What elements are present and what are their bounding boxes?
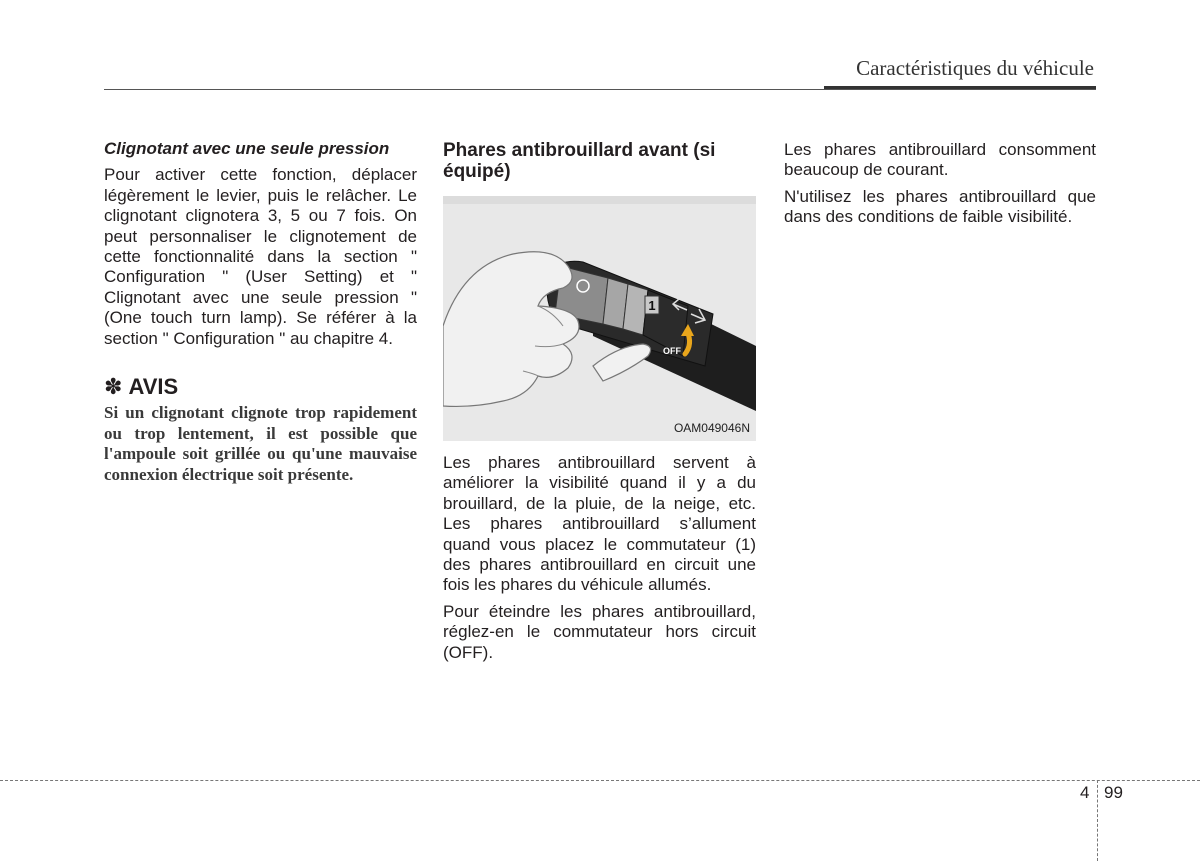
notice-heading xyxy=(104,374,417,400)
off-position-label: OFF xyxy=(663,346,681,356)
subheading-one-touch: Clignotant avec une seule pression xyxy=(104,139,390,158)
notice-star-icon: ✽ xyxy=(104,374,123,400)
chapter-number: 4 xyxy=(1080,783,1090,802)
figure-code: OAM049046N xyxy=(673,420,750,435)
fog-light-switch-illustration xyxy=(443,196,756,441)
footer-rule xyxy=(0,780,1200,781)
paragraph-one-touch: Pour activer cette fonction, déplacer légèrement le levier, puis le relâcher. Le clignotant clignotera 3, 5 ou 7 fois. On peut personnaliser le clignotement de cette fonctionnalité dans la section " Configuration " (User Setting) et " Clignotant avec une seule pression " (One touch turn lamp). Se référer à la section " Configuration " au chapitre 4. xyxy=(104,165,417,348)
column-right xyxy=(784,140,1096,234)
paragraph-fog-description: Les phares antibrouillard servent à améliorer la visibilité quand il y a du brouillard, de la pluie, de la neige, etc. Les phares antibrouillard s’allument quand vous placez le commutateur (1) des phares antibrouillard en circuit une fois les phares du véhicule allumés. xyxy=(443,453,756,595)
header-rule xyxy=(104,89,1096,90)
column-left xyxy=(104,139,417,485)
paragraph-current-consumption: Les phares antibrouillard consomment beaucoup de courant. xyxy=(784,140,1096,180)
column-middle xyxy=(443,140,756,669)
running-header: Caractéristiques du véhicule xyxy=(856,56,1094,80)
notice-text: Si un clignotant clignote trop rapidement ou trop lentement, il est possible que l'ampoule soit grillée ou qu'une mauvaise connexion électrique soit présente. xyxy=(104,403,417,484)
notice-title: AVIS xyxy=(128,374,179,400)
page-number: 99 xyxy=(1104,783,1123,802)
paragraph-fog-off: Pour éteindre les phares antibrouillard, réglez-en le commutateur hors circuit (OFF). xyxy=(443,601,756,662)
hand-on-lever-drawing xyxy=(443,196,756,441)
section-heading-fog-lights: Phares antibrouillard avant (si équipé) xyxy=(443,140,716,182)
footer-divider xyxy=(1097,780,1098,861)
lever-number-label: 1 xyxy=(648,298,656,313)
paragraph-usage-advice: N'utilisez les phares antibrouillard que dans des conditions de faible visibilité. xyxy=(784,186,1096,227)
